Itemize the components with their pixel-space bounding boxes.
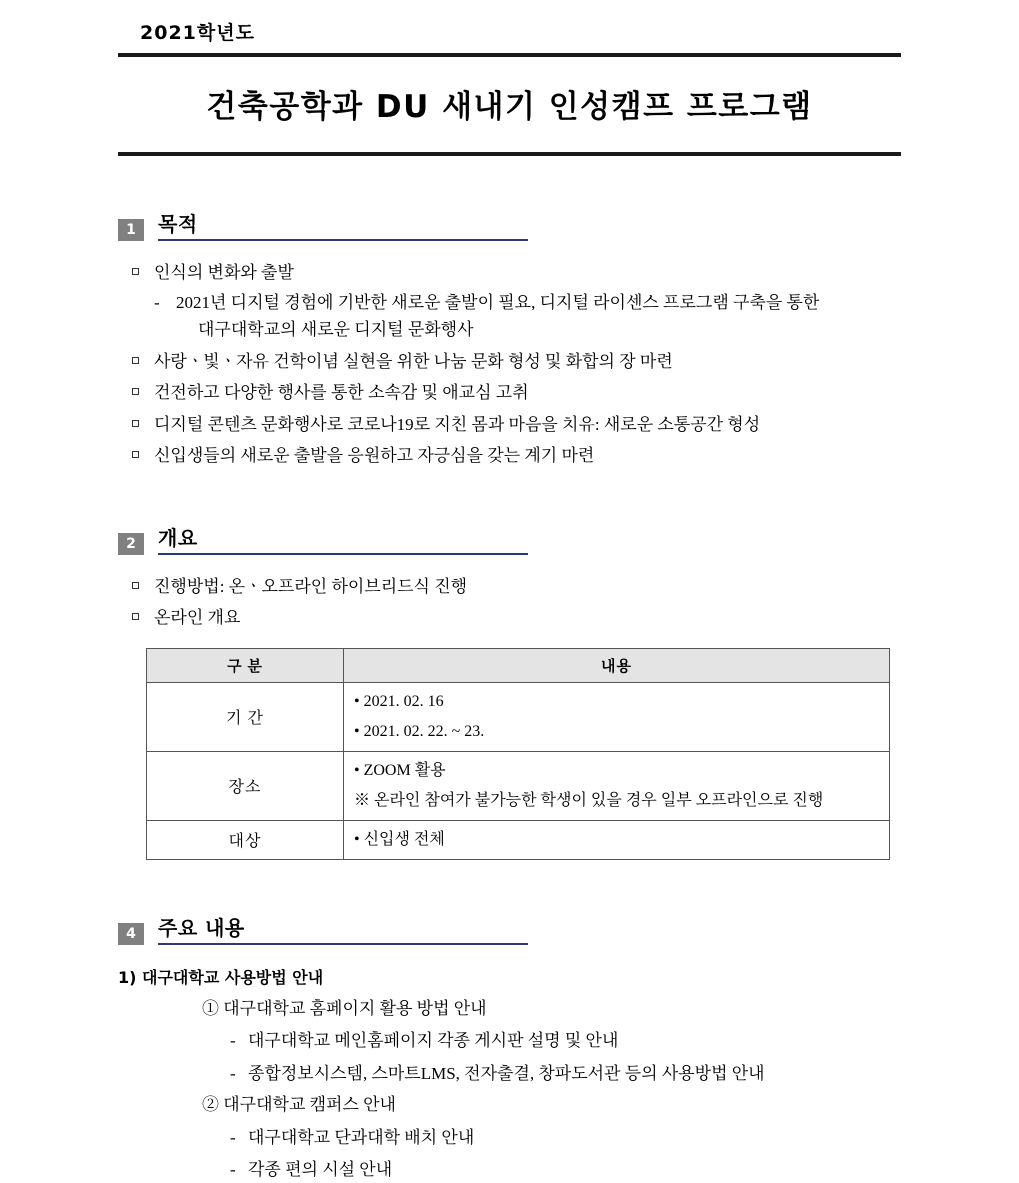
document-page xyxy=(0,18,1019,1180)
section-main-content xyxy=(118,912,901,1183)
square-bullet-icon xyxy=(132,613,139,620)
purpose-list xyxy=(118,259,901,470)
list-item-label: 건전하고 다양한 행사를 통한 소속감 및 애교심 고취 xyxy=(154,383,529,403)
section-purpose xyxy=(118,208,901,470)
square-bullet-icon xyxy=(132,451,139,458)
dash-bullet-icon: - xyxy=(154,292,160,312)
list-item-label: 인식의 변화와 출발 xyxy=(154,263,294,282)
table-cell-label: 기 간 xyxy=(147,682,344,751)
sub-list-item-label: 대구대학교 단과대학 배치 안내 xyxy=(248,1127,475,1147)
circled-item: ① 대구대학교 홈페이지 활용 방법 안내 xyxy=(202,998,487,1018)
section-number-badge: 4 xyxy=(118,923,144,945)
list-item xyxy=(124,411,901,439)
sub-list-item-label: 각종 편의 시설 안내 xyxy=(248,1160,393,1180)
sub-list-item xyxy=(230,1028,901,1054)
section-title: 주요 내용 xyxy=(158,915,245,940)
dash-bullet-icon: - xyxy=(230,1063,236,1083)
section-title-underline xyxy=(158,522,528,555)
table-header-row xyxy=(147,648,890,682)
title-block xyxy=(118,53,901,156)
square-bullet-icon xyxy=(132,357,139,364)
list-item-label: 온라인 개요 xyxy=(154,608,241,628)
dash-bullet-icon: - xyxy=(230,1127,236,1147)
list-item xyxy=(124,348,901,376)
table-cell-content xyxy=(344,820,890,859)
table-cell-line: ※ 온라인 참여가 불가능한 학생이 있을 경우 일부 오프라인으로 진행 xyxy=(354,791,824,809)
square-bullet-icon xyxy=(132,388,139,395)
table-cell-label: 장소 xyxy=(147,751,344,820)
table-cell-content xyxy=(344,751,890,820)
square-bullet-icon xyxy=(132,582,139,589)
list-item-label: 디지털 콘텐츠 문화행사로 코로나19로 지친 몸과 마음을 치유: 새로운 소통공간 형성 xyxy=(154,414,761,434)
table-cell-label: 대상 xyxy=(147,820,344,859)
list-item-label: 신입생들의 새로운 출발을 응원하고 자긍심을 갖는 계기 마련 xyxy=(154,446,595,466)
table-row xyxy=(147,820,890,859)
section-title-underline xyxy=(158,912,528,945)
section-number-badge: 1 xyxy=(118,219,144,241)
section-heading xyxy=(118,208,901,241)
list-item xyxy=(124,379,901,407)
list-item xyxy=(124,259,901,344)
section-title-underline xyxy=(158,208,528,241)
table-cell-line: • ZOOM 활용 xyxy=(354,761,446,779)
sub-list-item-label: 대구대학교 메인홈페이지 각종 게시판 설명 및 안내 xyxy=(248,1031,619,1051)
table-header-cell-content: 내용 xyxy=(344,648,890,682)
sub-list-item xyxy=(154,289,901,344)
table-row xyxy=(147,682,890,751)
section-number-badge: 2 xyxy=(118,533,144,555)
section-overview xyxy=(118,522,901,860)
table-cell-line: • 2021. 02. 22. ~ 23. xyxy=(354,722,485,740)
section-title: 목적 xyxy=(158,212,198,236)
section-heading xyxy=(118,912,901,945)
table-cell-line: • 2021. 02. 16 xyxy=(354,692,444,710)
overview-table xyxy=(146,648,890,860)
section-title: 개요 xyxy=(158,525,198,550)
square-bullet-icon xyxy=(132,268,139,275)
dash-bullet-icon: - xyxy=(230,1031,236,1051)
sub-list-item xyxy=(230,1157,901,1183)
overview-list xyxy=(118,573,901,632)
sub-list-item xyxy=(230,1061,901,1087)
list-item-label: 사랑ㆍ빛ㆍ자유 건학이념 실현을 위한 나눔 문화 형성 및 화합의 장 마련 xyxy=(154,351,673,371)
circled-item: ② 대구대학교 캠퍼스 안내 xyxy=(202,1095,396,1115)
sub-list-item xyxy=(230,1125,901,1151)
table-header-cell-division: 구 분 xyxy=(147,648,344,682)
sub-list-item-line2: 대구대학교의 새로운 디지털 문화행사 xyxy=(198,320,474,340)
list-item-label: 진행방법: 온ㆍ오프라인 하이브리드식 진행 xyxy=(154,576,468,596)
section-heading xyxy=(118,522,901,555)
sub-list-item-line1: 2021년 디지털 경험에 기반한 새로운 출발이 필요, 디지털 라이센스 프로그램 구축을 통한 xyxy=(176,292,820,312)
list-item xyxy=(124,604,901,632)
square-bullet-icon xyxy=(132,420,139,427)
school-year-label: 2021학년도 xyxy=(140,22,255,44)
list-item xyxy=(124,573,901,601)
dash-bullet-icon: - xyxy=(230,1160,236,1180)
table-cell-content xyxy=(344,682,890,751)
sub-list-item-label: 종합정보시스템, 스마트LMS, 전자출결, 창파도서관 등의 사용방법 안내 xyxy=(248,1063,765,1083)
table-row xyxy=(147,751,890,820)
list-item xyxy=(124,442,901,470)
subsection-heading: 1) 대구대학교 사용방법 안내 xyxy=(118,967,324,987)
page-title: 건축공학과 DU 새내기 인성캠프 프로그램 xyxy=(206,89,813,125)
table-cell-line: • 신입생 전체 xyxy=(354,830,445,848)
